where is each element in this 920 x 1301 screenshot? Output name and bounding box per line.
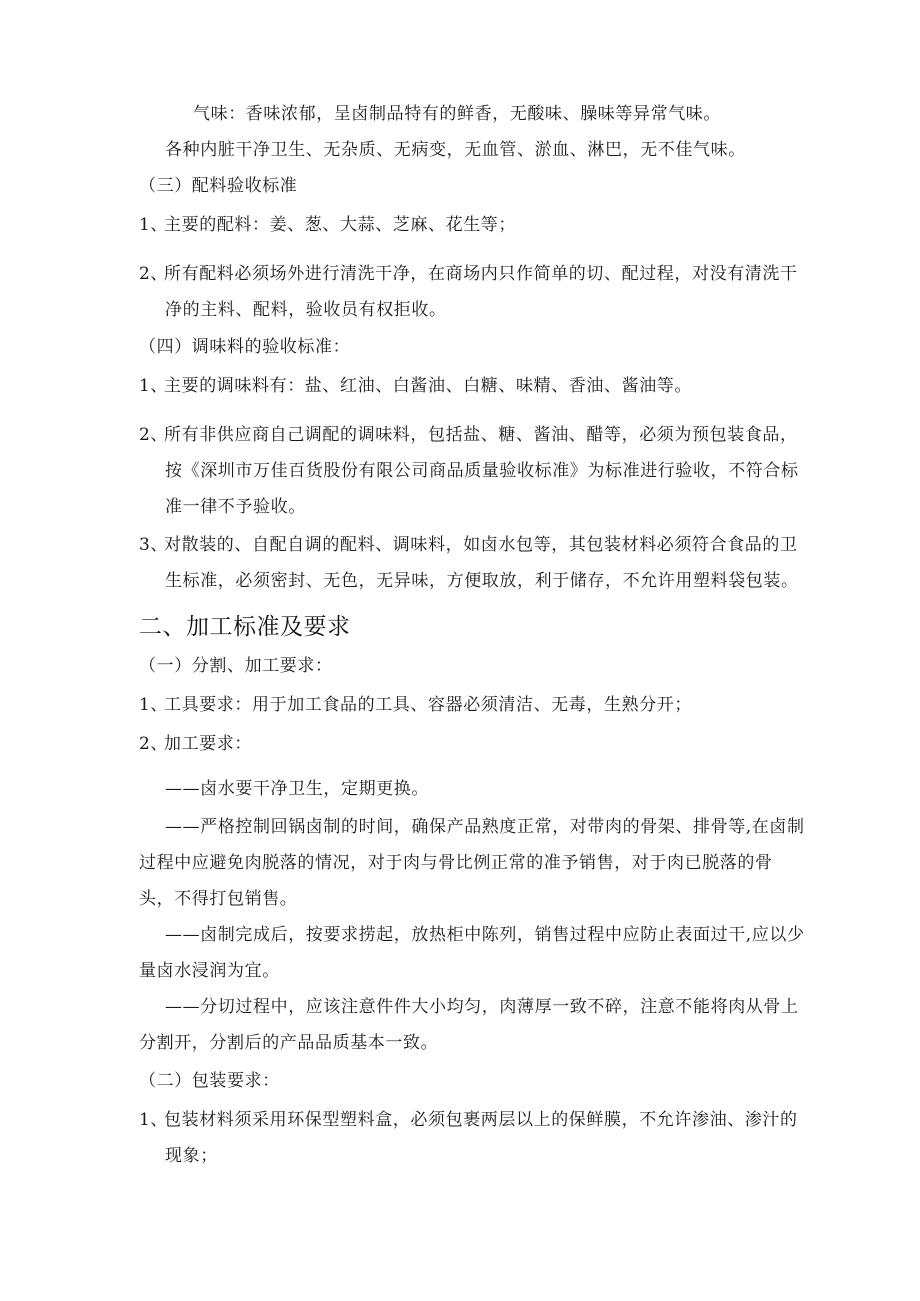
- chapter-heading: 二、加工标准及要求: [139, 614, 351, 640]
- item-continuation: 准一律不予验收。: [165, 497, 306, 517]
- item-continuation: 过程中应避免肉脱落的情况，对于肉与骨比例正常的准予销售，对于肉已脱落的骨: [139, 853, 773, 873]
- dash-item: ——严格控制回锅卤制的时间，确保产品熟度正常，对带肉的骨架、排骨等,在卤制: [165, 817, 805, 837]
- item-text: 包装材料须采用环保型塑料盒，必须包裹两层以上的保鲜膜，不允许渗油、渗汁的: [164, 1110, 798, 1130]
- item-text: 主要的配料：姜、葱、大蒜、芝麻、花生等；: [164, 215, 516, 235]
- item-text: 工具要求：用于加工食品的工具、容器必须清洁、无毒，生熟分开；: [164, 695, 692, 715]
- item-text: 所有配料必须场外进行清洗干净，在商场内只作简单的切、配过程，对没有清洗干: [164, 264, 798, 284]
- item-number: 2、: [139, 425, 169, 445]
- item-text: 主要的调味料有：盐、红油、白酱油、白糖、味精、香油、酱油等。: [164, 376, 692, 396]
- item-continuation: 头，不得打包销售。: [139, 889, 298, 909]
- list-item: [139, 262, 798, 286]
- item-number: 1、: [139, 376, 169, 396]
- dash-item: ——卤制完成后，按要求捞起，放热柜中陈列，销售过程中应防止表面过干,应以少: [165, 925, 805, 945]
- list-item: [139, 732, 252, 756]
- section-3-title: （三）配料验收标准: [139, 176, 298, 196]
- item-continuation: 现象；: [165, 1146, 218, 1166]
- item-number: 3、: [139, 535, 169, 555]
- item-continuation: 量卤水浸润为宜。: [139, 961, 280, 981]
- odor-line: 气味：香味浓郁，呈卤制品特有的鲜香，无酸味、臊味等异常气味。: [193, 104, 721, 124]
- item-number: 1、: [139, 215, 169, 235]
- item-number: 2、: [139, 734, 169, 754]
- dash-item: ——分切过程中，应该注意件件大小均匀，肉薄厚一致不碎，注意不能将肉从骨上: [165, 997, 799, 1017]
- item-continuation: 生标准，必须密封、无色，无异味，方便取放，利于储存，不允许用塑料袋包装。: [165, 571, 799, 591]
- item-number: 1、: [139, 695, 169, 715]
- item-continuation: 净的主料、配料，验收员有权拒收。: [165, 300, 447, 320]
- list-item: [139, 374, 692, 398]
- item-text: 对散装的、自配自调的配料、调味料，如卤水包等，其包装材料必须符合食品的卫: [164, 535, 798, 555]
- item-text: 加工要求：: [164, 734, 252, 754]
- item-number: 2、: [139, 264, 169, 284]
- subsection-1-title: （一）分割、加工要求：: [139, 656, 333, 676]
- item-continuation: 分割开，分割后的产品品质基本一致。: [139, 1033, 439, 1053]
- item-continuation: 按《深圳市万佳百货股份有限公司商品质量验收标准》为标准进行验收，不符合标: [165, 461, 799, 481]
- list-item: [139, 1108, 798, 1132]
- offal-line: 各种内脏干净卫生、无杂质、无病变，无血管、淤血、淋巴，无不佳气味。: [165, 140, 746, 160]
- list-item: [139, 533, 798, 557]
- dash-item: ——卤水要干净卫生，定期更换。: [165, 779, 429, 799]
- list-item: [139, 423, 798, 447]
- item-text: 所有非供应商自己调配的调味料，包括盐、糖、酱油、醋等，必须为预包装食品，: [164, 425, 798, 445]
- subsection-2-title: （二）包装要求：: [139, 1071, 280, 1091]
- list-item: [139, 693, 692, 717]
- list-item: [139, 213, 516, 237]
- item-number: 1、: [139, 1110, 169, 1130]
- section-4-title: （四）调味料的验收标准：: [139, 337, 351, 357]
